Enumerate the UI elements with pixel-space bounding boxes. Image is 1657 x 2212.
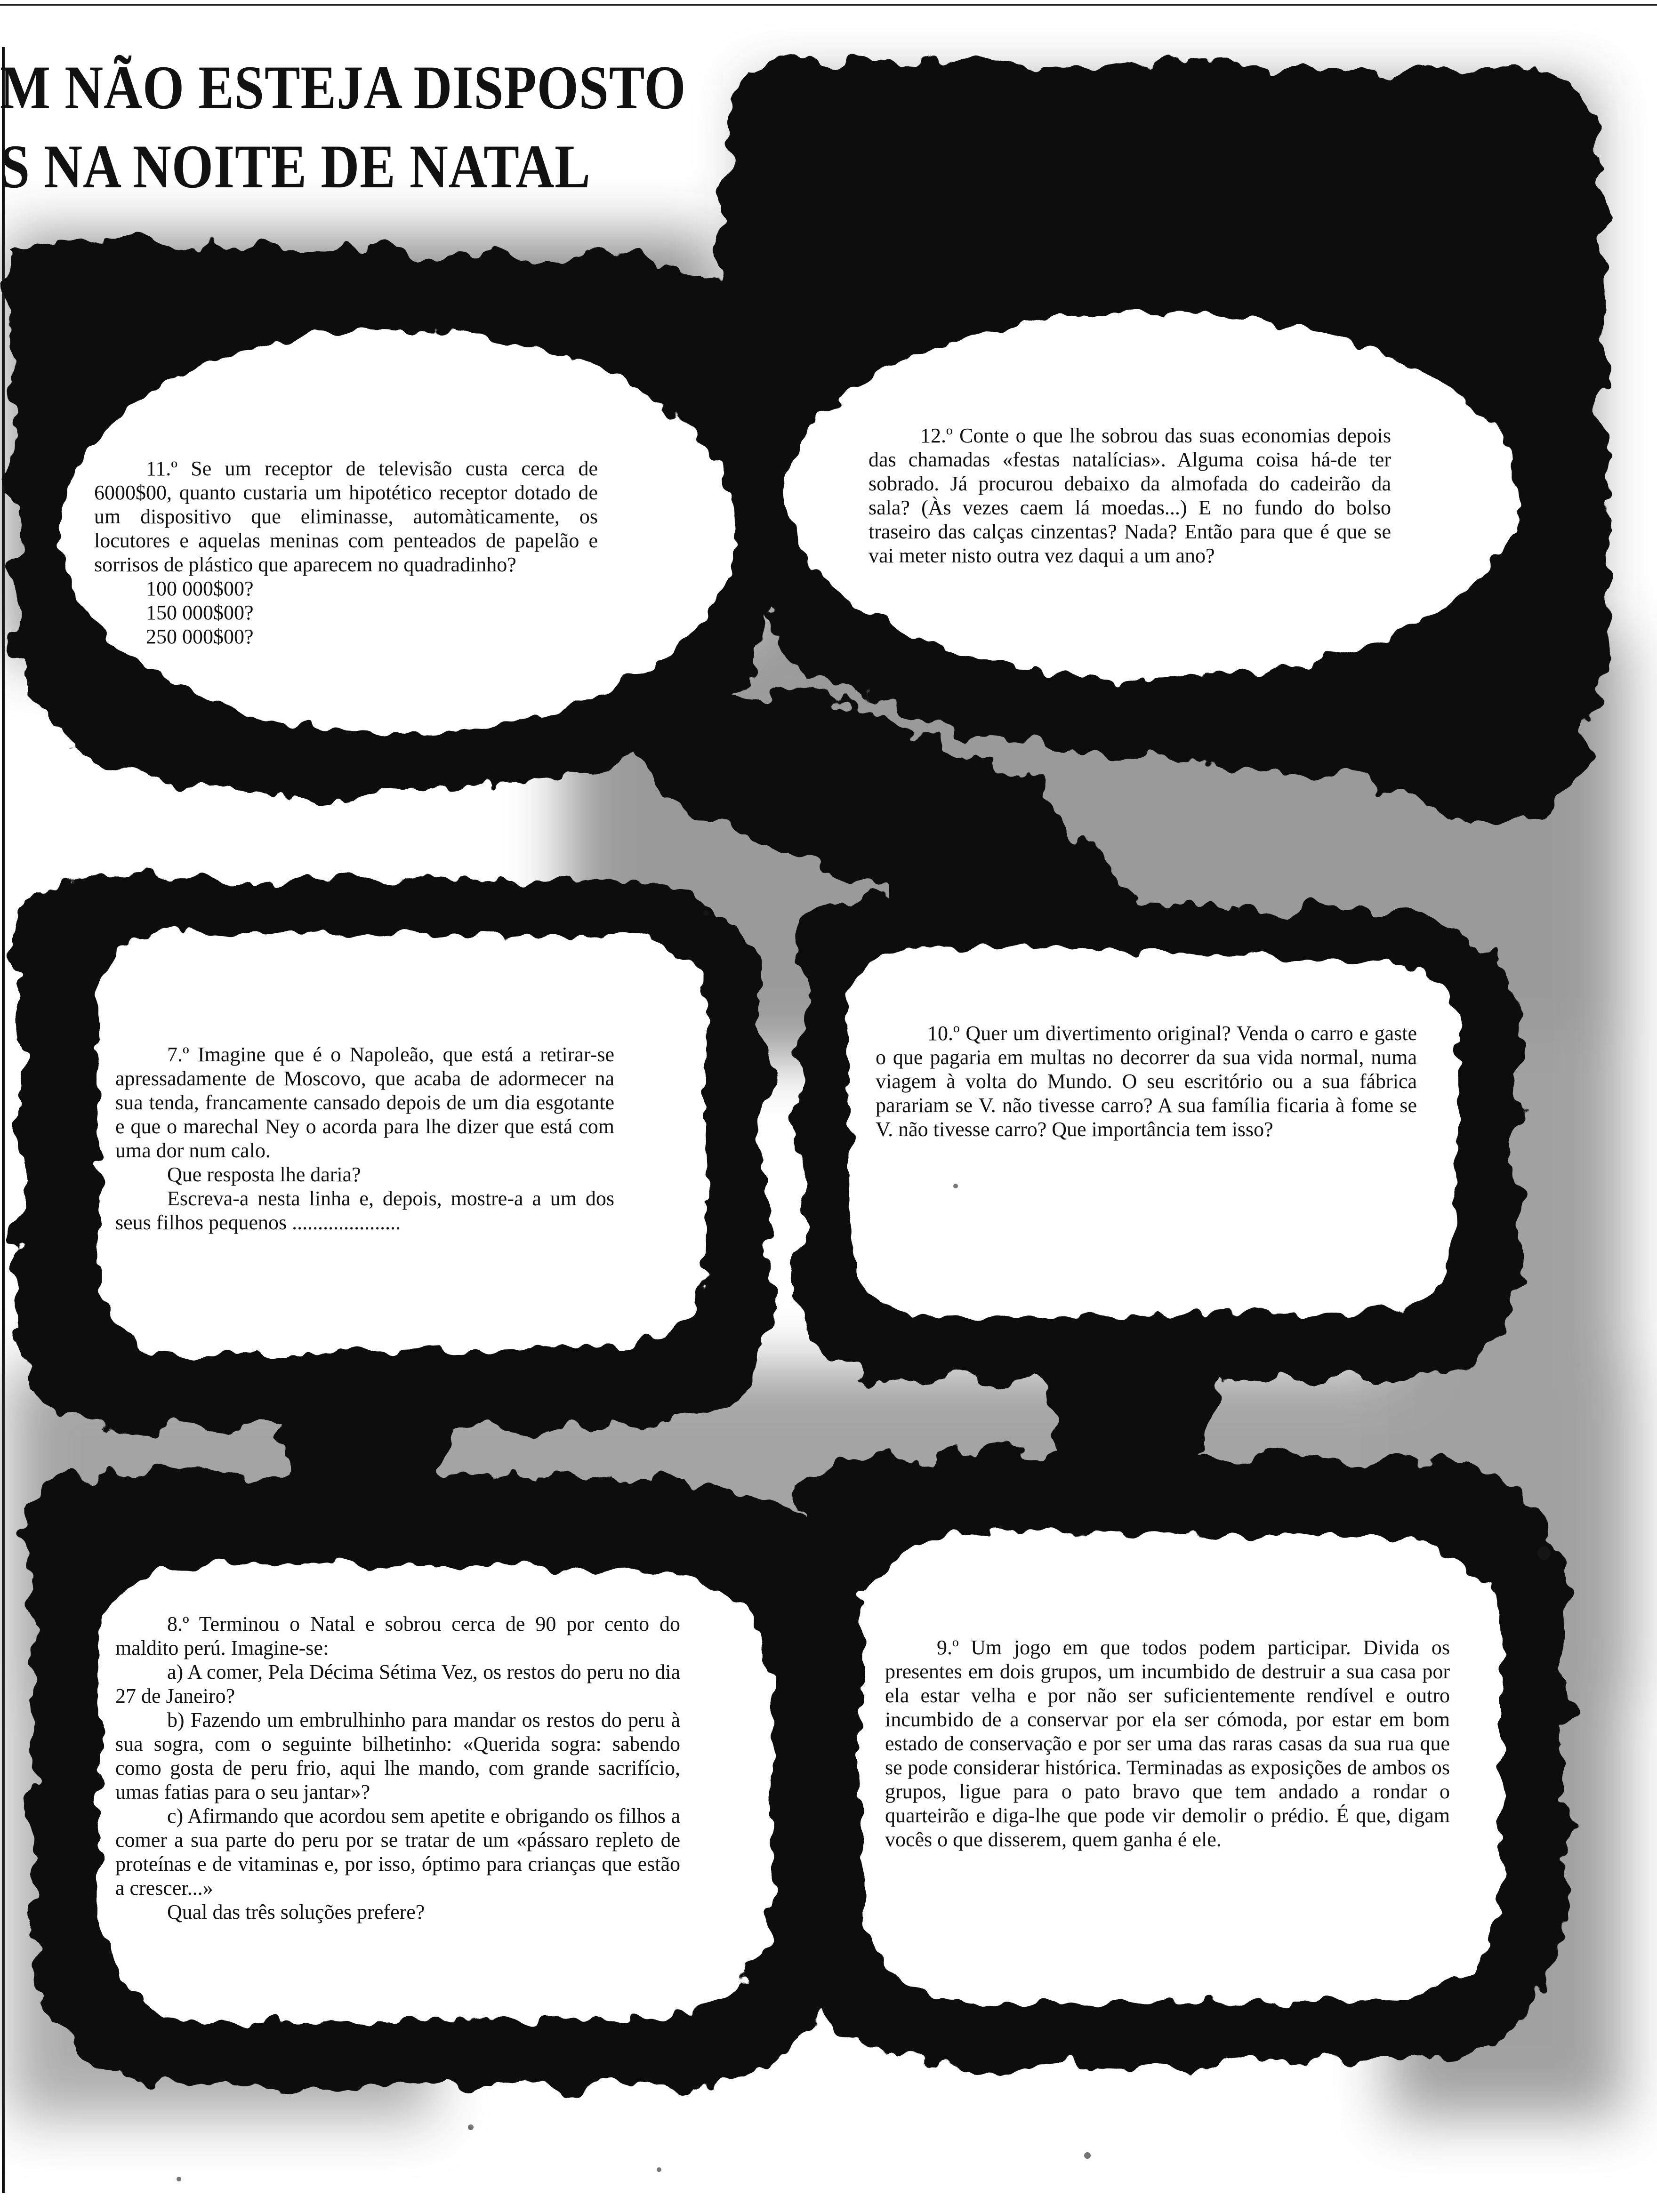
headline-line-2: S NA NOITE DE NATAL xyxy=(0,132,591,201)
q8-option-c: c) Afirmando que acordou sem apetite e obrigando os filhos a comer a sua parte do peru por se tratar de um «pássaro repleto de proteínas e de vitaminas e, por isso, óptimo para crianças que estão a crescer...» xyxy=(115,1804,680,1899)
bubble-q10 xyxy=(876,1021,1417,1141)
q8-option-a: a) A comer, Pela Décima Sétima Vez, os restos do peru no dia 27 de Janeiro? xyxy=(115,1660,680,1707)
q10-text: 10.º Quer um divertimento original? Venda o carro e gaste o que pagaria em multas no decorrer da sua vida normal, numa viagem à volta do Mundo. O seu escritório ou a sua fábrica parariam se V. não tivesse carro? A sua família ficaria à fome se V. não tivesse carro? Que importância tem isso? xyxy=(876,1022,1417,1141)
q8-option-b: b) Fazendo um embrulhinho para mandar os restos do peru à sua sogra, com o seguinte bilhetinho: «Querida sogra: sabendo como gosta de peru frio, aqui lhe mando, com grande sacrifício, umas fatias para o seu jantar»? xyxy=(115,1708,680,1803)
bubble-q12 xyxy=(869,424,1391,568)
q7-question: Que resposta lhe daria? xyxy=(167,1163,361,1186)
bubble-q9 xyxy=(885,1635,1450,1851)
bubble-q7 xyxy=(115,1042,614,1234)
q7-instruction: Escreva-a nesta linha e, depois, mostre-a a um dos seus filhos pequenos ..................... xyxy=(115,1187,614,1234)
q7-text: 7.º Imagine que é o Napoleão, que está a retirar-se apressadamente de Moscovo, que acaba de adormecer na sua tenda, francamente cansado depois de um dia esgotante e que o marechal Ney o acorda para lhe dizer que está com uma dor num calo. xyxy=(115,1043,614,1162)
q9-text: 9.º Um jogo em que todos podem participar. Divida os presentes em dois grupos, um incumbido de destruir a sua casa por ela estar velha e por não ser suficientemente rendível e outro incumbido de a conservar por ela ser cómoda, por estar em bom estado de conservação e por ser uma das raras casas da sua rua que se pode considerar histórica. Terminadas as exposições de ambos os grupos, ligue para o pato bravo que tem andado a rondar o quarteirão e diga-lhe que pode vir demolir o prédio. É que, digam vocês o que disserem, quem ganha é ele. xyxy=(885,1636,1450,1851)
q11-option-3: 250 000$00? xyxy=(146,625,254,648)
q11-text: 11.º Se um receptor de televisão custa cerca de 6000$00, quanto custaria um hipotético receptor dotado de um dispositivo que eliminasse, automàticamente, os locutores e aquelas meninas com penteados de papelão e sorrisos de plástico que aparecem no quadradinho? xyxy=(94,457,598,576)
bubble-q8 xyxy=(115,1612,680,1924)
headline-line-1: M NÃO ESTEJA DISPOSTO xyxy=(0,53,686,122)
q11-option-2: 150 000$00? xyxy=(146,601,254,624)
q8-intro: 8.º Terminou o Natal e sobrou cerca de 90 por cento do maldito perú. Imagine-se: xyxy=(115,1612,680,1659)
q11-option-1: 100 000$00? xyxy=(146,577,254,600)
q8-question: Qual das três soluções prefere? xyxy=(167,1900,425,1923)
bubble-q11 xyxy=(94,457,598,649)
q12-text: 12.º Conte o que lhe sobrou das suas economias depois das chamadas «festas natalícias». Alguma coisa há-de ter sobrado. Já procurou debaixo da almofada do cadeirão da sala? (Às vezes caem lá moedas...) E no fundo do bolso traseiro das calças cinzentas? Nada? Então para que é que se vai meter nisto outra vez daqui a um ano? xyxy=(869,424,1391,567)
